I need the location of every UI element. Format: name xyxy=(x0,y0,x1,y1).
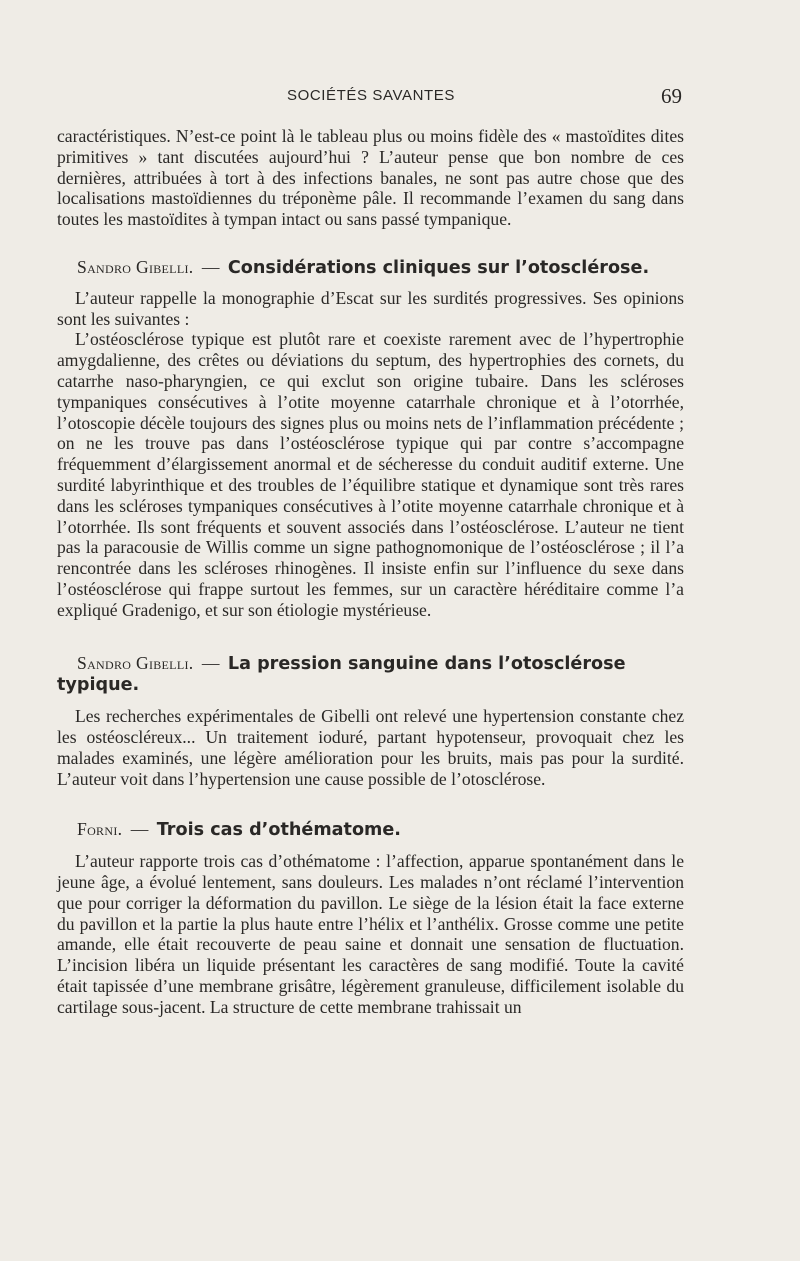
intro-paragraph: caractéristiques. N’est-ce point là le tableau plus ou moins fidèle des « mastoïdites dites primitives » tant discutées aujourd’hui ? L’auteur pense que bon nombre de ces dernières, attribuées à tort à des infections banales, ne sont pas autre chose que des localisations mastoïdiennes du tréponème pâle. Il recommande l’examen du sang dans toutes les mastoïdites à tympan intact ou sans passé tympanique. xyxy=(57,126,684,230)
section-heading xyxy=(57,257,684,279)
section-author: Sandro Gibelli. xyxy=(77,256,194,277)
section-title: La pression sanguine dans l’otosclérose typique. xyxy=(57,653,626,696)
section-paragraph: L’auteur rapporte trois cas d’othématome : l’affection, apparue spontanément dans le jeune âge, a évolué lentement, sans douleurs. Les malades n’ont réclamé l’intervention que pour corriger la déformation du pavillon. Le siège de la lésion était la face externe du pavillon et la partie la plus haute entre l’hélix et l’anthélix. Grosse comme une petite amande, elle était recouverte de peau saine et donnait une sensation de fluctuation. L’incision libéra un liquide présentant les caractères de sang modifié. Toute la cavité était tapissée d’une membrane grisâtre, légèrement granuleuse, difficilement isolable du cartilage sous-jacent. La structure de cette membrane trahissait un xyxy=(57,851,684,1017)
section-heading xyxy=(57,653,684,697)
section-pression-sanguine xyxy=(57,653,684,790)
section-author: Forni. xyxy=(77,819,123,840)
section-title: Considérations cliniques sur l’otosclérose. xyxy=(227,257,650,278)
section-author: Sandro Gibelli. xyxy=(77,652,194,673)
section-otosclerose-clinique xyxy=(57,257,684,621)
section-dash: — xyxy=(201,652,220,673)
page-body xyxy=(57,126,684,1017)
section-paragraph: L’auteur rappelle la monographie d’Escat sur les surdités progressives. Ses opinions sont les suivantes : xyxy=(57,287,684,329)
section-dash: — xyxy=(201,256,220,277)
page-number: 69 xyxy=(661,84,682,108)
running-title: SOCIÉTÉS SAVANTES xyxy=(286,87,455,104)
section-paragraph: L’ostéosclérose typique est plutôt rare et coexiste rarement avec de l’hypertrophie amygdalienne, des crêtes ou déviations du septum, des hypertrophies des cornets, du catarrhe naso-pharyngien, ce qui exclut son origine tubaire. Dans les scléroses tympaniques consécutives à l’otite moyenne catarrhale chronique et à l’otorrhée, l’otoscopie décèle toujours des signes plus ou moins nets de l’inflammation précédente ; on ne les trouve pas dans l’ostéosclérose typique qui par contre s’accompagne fréquemment d’élargissement anormal et de sécheresse du conduit auditif externe. Une surdité labyrinthique et des troubles de l’équilibre statique et dynamique sont très rares dans les scléroses tympaniques consécutives à l’otite moyenne catarrhale chronique et à l’otorrhée. Ils sont fréquents et souvent associés dans l’ostéosclérose. L’auteur ne tient pas la paracousie de Willis comme un signe pathognomonique de l’ostéosclérose ; il l’a rencontrée dans les scléroses rhinogènes. Il insiste enfin sur l’influence du sexe dans l’ostéosclérose qui frappe surtout les femmes, sur un caractère héréditaire comme l’a expliqué Gradenigo, et sur son étiologie mystérieuse. xyxy=(57,329,684,620)
section-paragraph: Les recherches expérimentales de Gibelli ont relevé une hypertension constante chez les ostéoscléreux... Un traitement ioduré, partant hypotenseur, provoquait chez les malades examinés, une légère amélioration pour les bruits, mais pas pour la surdité. L’auteur voit dans l’hypertension une cause possible de l’otosclérose. xyxy=(57,706,684,789)
section-dash: — xyxy=(130,819,149,840)
section-title: Trois cas d’othématome. xyxy=(156,820,401,841)
page-header xyxy=(60,84,682,108)
section-othematome xyxy=(57,819,684,1017)
section-heading xyxy=(57,819,684,841)
